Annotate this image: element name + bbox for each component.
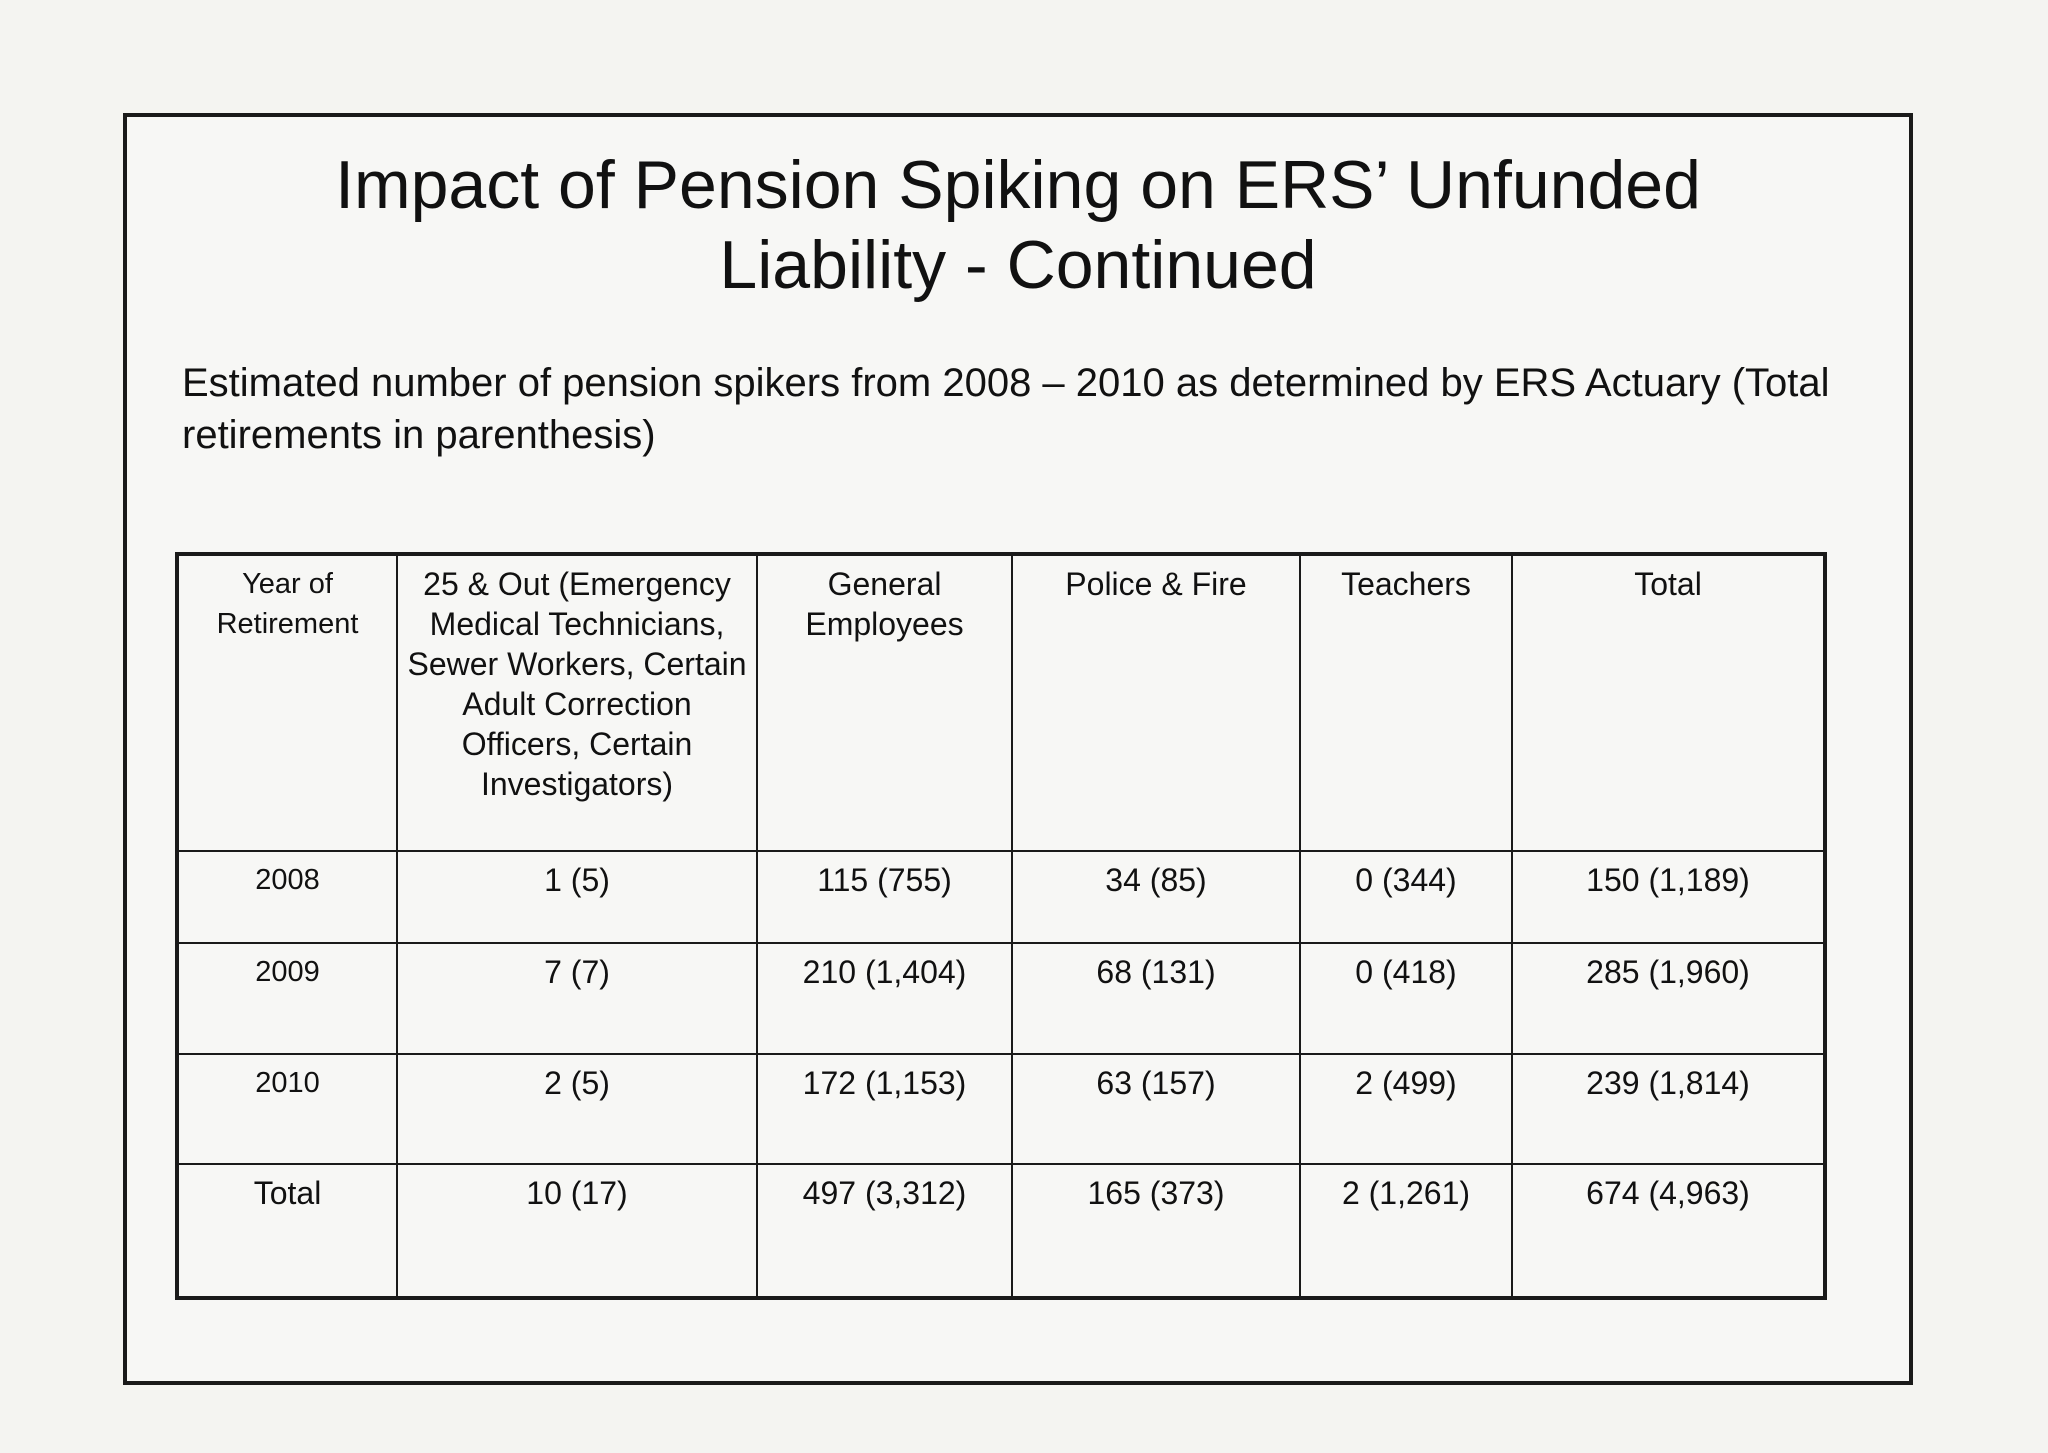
slide-title-line-2: Liability - Continued: [719, 227, 1317, 303]
table-row: [177, 1054, 1825, 1164]
table-header-row: [177, 554, 1825, 851]
cell-year: 2010: [177, 1054, 397, 1164]
header-year-of-retirement: Year of Retirement: [177, 554, 397, 851]
cell-teachers: 0 (418): [1300, 943, 1512, 1053]
header-25-and-out: 25 & Out (Emergency Medical Technicians, Sewer Workers, Certain Adult Correction Officers, Certain Investigators): [397, 554, 757, 851]
header-general-employees: General Employees: [757, 554, 1012, 851]
cell-police-and-fire: 165 (373): [1012, 1164, 1300, 1298]
header-total: Total: [1512, 554, 1825, 851]
cell-total: 150 (1,189): [1512, 851, 1825, 943]
table-row-total: [177, 1164, 1825, 1298]
cell-teachers: 2 (1,261): [1300, 1164, 1512, 1298]
header-teachers: Teachers: [1300, 554, 1512, 851]
cell-total: 285 (1,960): [1512, 943, 1825, 1053]
slide-frame: [123, 113, 1913, 1385]
cell-year: 2008: [177, 851, 397, 943]
cell-25-and-out: 2 (5): [397, 1054, 757, 1164]
slide-title: [127, 145, 1909, 305]
cell-general-employees: 497 (3,312): [757, 1164, 1012, 1298]
cell-total: 239 (1,814): [1512, 1054, 1825, 1164]
cell-year: Total: [177, 1164, 397, 1298]
slide-title-line-1: Impact of Pension Spiking on ERS’ Unfunded: [335, 147, 1701, 223]
pension-spikers-table: [175, 552, 1827, 1300]
cell-teachers: 2 (499): [1300, 1054, 1512, 1164]
slide-subtitle: Estimated number of pension spikers from 2008 – 2010 as determined by ERS Actuary (Total retirements in parenthesis): [182, 361, 1830, 457]
table-row: [177, 851, 1825, 943]
cell-police-and-fire: 34 (85): [1012, 851, 1300, 943]
header-police-and-fire: Police & Fire: [1012, 554, 1300, 851]
table-row: [177, 943, 1825, 1053]
cell-total: 674 (4,963): [1512, 1164, 1825, 1298]
cell-general-employees: 172 (1,153): [757, 1054, 1012, 1164]
cell-25-and-out: 10 (17): [397, 1164, 757, 1298]
cell-general-employees: 210 (1,404): [757, 943, 1012, 1053]
cell-year: 2009: [177, 943, 397, 1053]
cell-police-and-fire: 63 (157): [1012, 1054, 1300, 1164]
cell-police-and-fire: 68 (131): [1012, 943, 1300, 1053]
cell-general-employees: 115 (755): [757, 851, 1012, 943]
cell-teachers: 0 (344): [1300, 851, 1512, 943]
cell-25-and-out: 1 (5): [397, 851, 757, 943]
cell-25-and-out: 7 (7): [397, 943, 757, 1053]
